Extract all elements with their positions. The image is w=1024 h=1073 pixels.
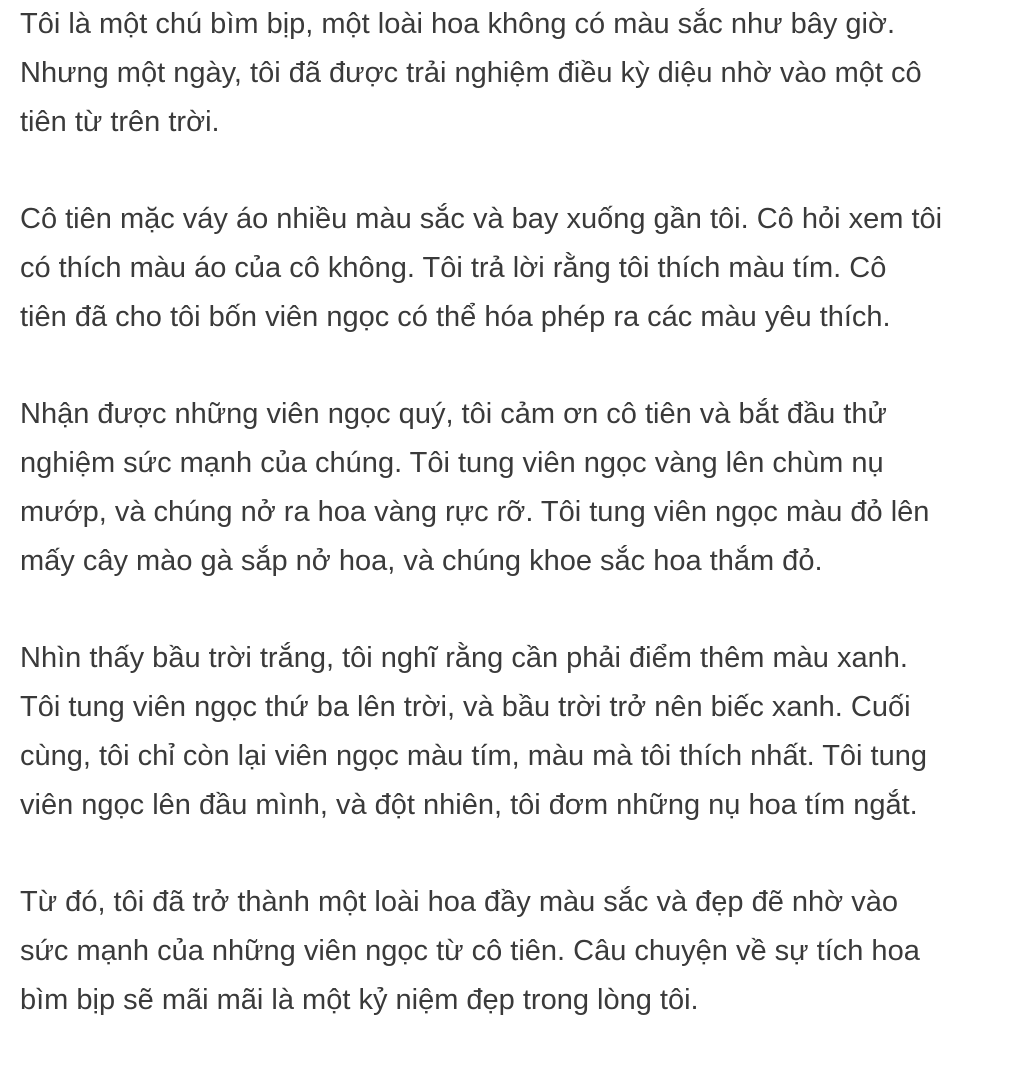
- text-line: Tôi tung viên ngọc thứ ba lên trời, và bầu trời trở nên biếc xanh. Cuối: [20, 691, 911, 723]
- paragraph-2: [20, 195, 1016, 342]
- text-line: cùng, tôi chỉ còn lại viên ngọc màu tím, màu mà tôi thích nhất. Tôi tung: [20, 740, 928, 772]
- text-line: bìm bịp sẽ mãi mãi là một kỷ niệm đẹp trong lòng tôi.: [20, 984, 699, 1016]
- text-line: mướp, và chúng nở ra hoa vàng rực rỡ. Tôi tung viên ngọc màu đỏ lên: [20, 496, 930, 528]
- text-line: Nhận được những viên ngọc quý, tôi cảm ơn cô tiên và bắt đầu thử: [20, 398, 887, 430]
- paragraph-5: [20, 878, 1016, 1025]
- text-line: Nhìn thấy bầu trời trắng, tôi nghĩ rằng cần phải điểm thêm màu xanh.: [20, 642, 908, 674]
- text-line: tiên đã cho tôi bốn viên ngọc có thể hóa phép ra các màu yêu thích.: [20, 301, 891, 333]
- story-document: [20, 0, 1016, 1073]
- text-line: Nhưng một ngày, tôi đã được trải nghiệm điều kỳ diệu nhờ vào một cô: [20, 57, 922, 89]
- text-line: viên ngọc lên đầu mình, và đột nhiên, tôi đơm những nụ hoa tím ngắt.: [20, 789, 918, 821]
- text-line: Cô tiên mặc váy áo nhiều màu sắc và bay xuống gần tôi. Cô hỏi xem tôi: [20, 203, 943, 235]
- paragraph-4: [20, 634, 1016, 830]
- text-line: Tôi là một chú bìm bịp, một loài hoa không có màu sắc như bây giờ.: [20, 8, 896, 40]
- text-line: có thích màu áo của cô không. Tôi trả lời rằng tôi thích màu tím. Cô: [20, 252, 887, 284]
- text-line: tiên từ trên trời.: [20, 106, 220, 138]
- text-line: sức mạnh của những viên ngọc từ cô tiên. Câu chuyện về sự tích hoa: [20, 935, 920, 967]
- text-line: nghiệm sức mạnh của chúng. Tôi tung viên ngọc vàng lên chùm nụ: [20, 447, 884, 479]
- paragraph-3: [20, 390, 1016, 586]
- text-line: Từ đó, tôi đã trở thành một loài hoa đầy màu sắc và đẹp đẽ nhờ vào: [20, 886, 899, 918]
- paragraph-1: [20, 0, 1016, 147]
- text-line: mấy cây mào gà sắp nở hoa, và chúng khoe sắc hoa thắm đỏ.: [20, 545, 823, 577]
